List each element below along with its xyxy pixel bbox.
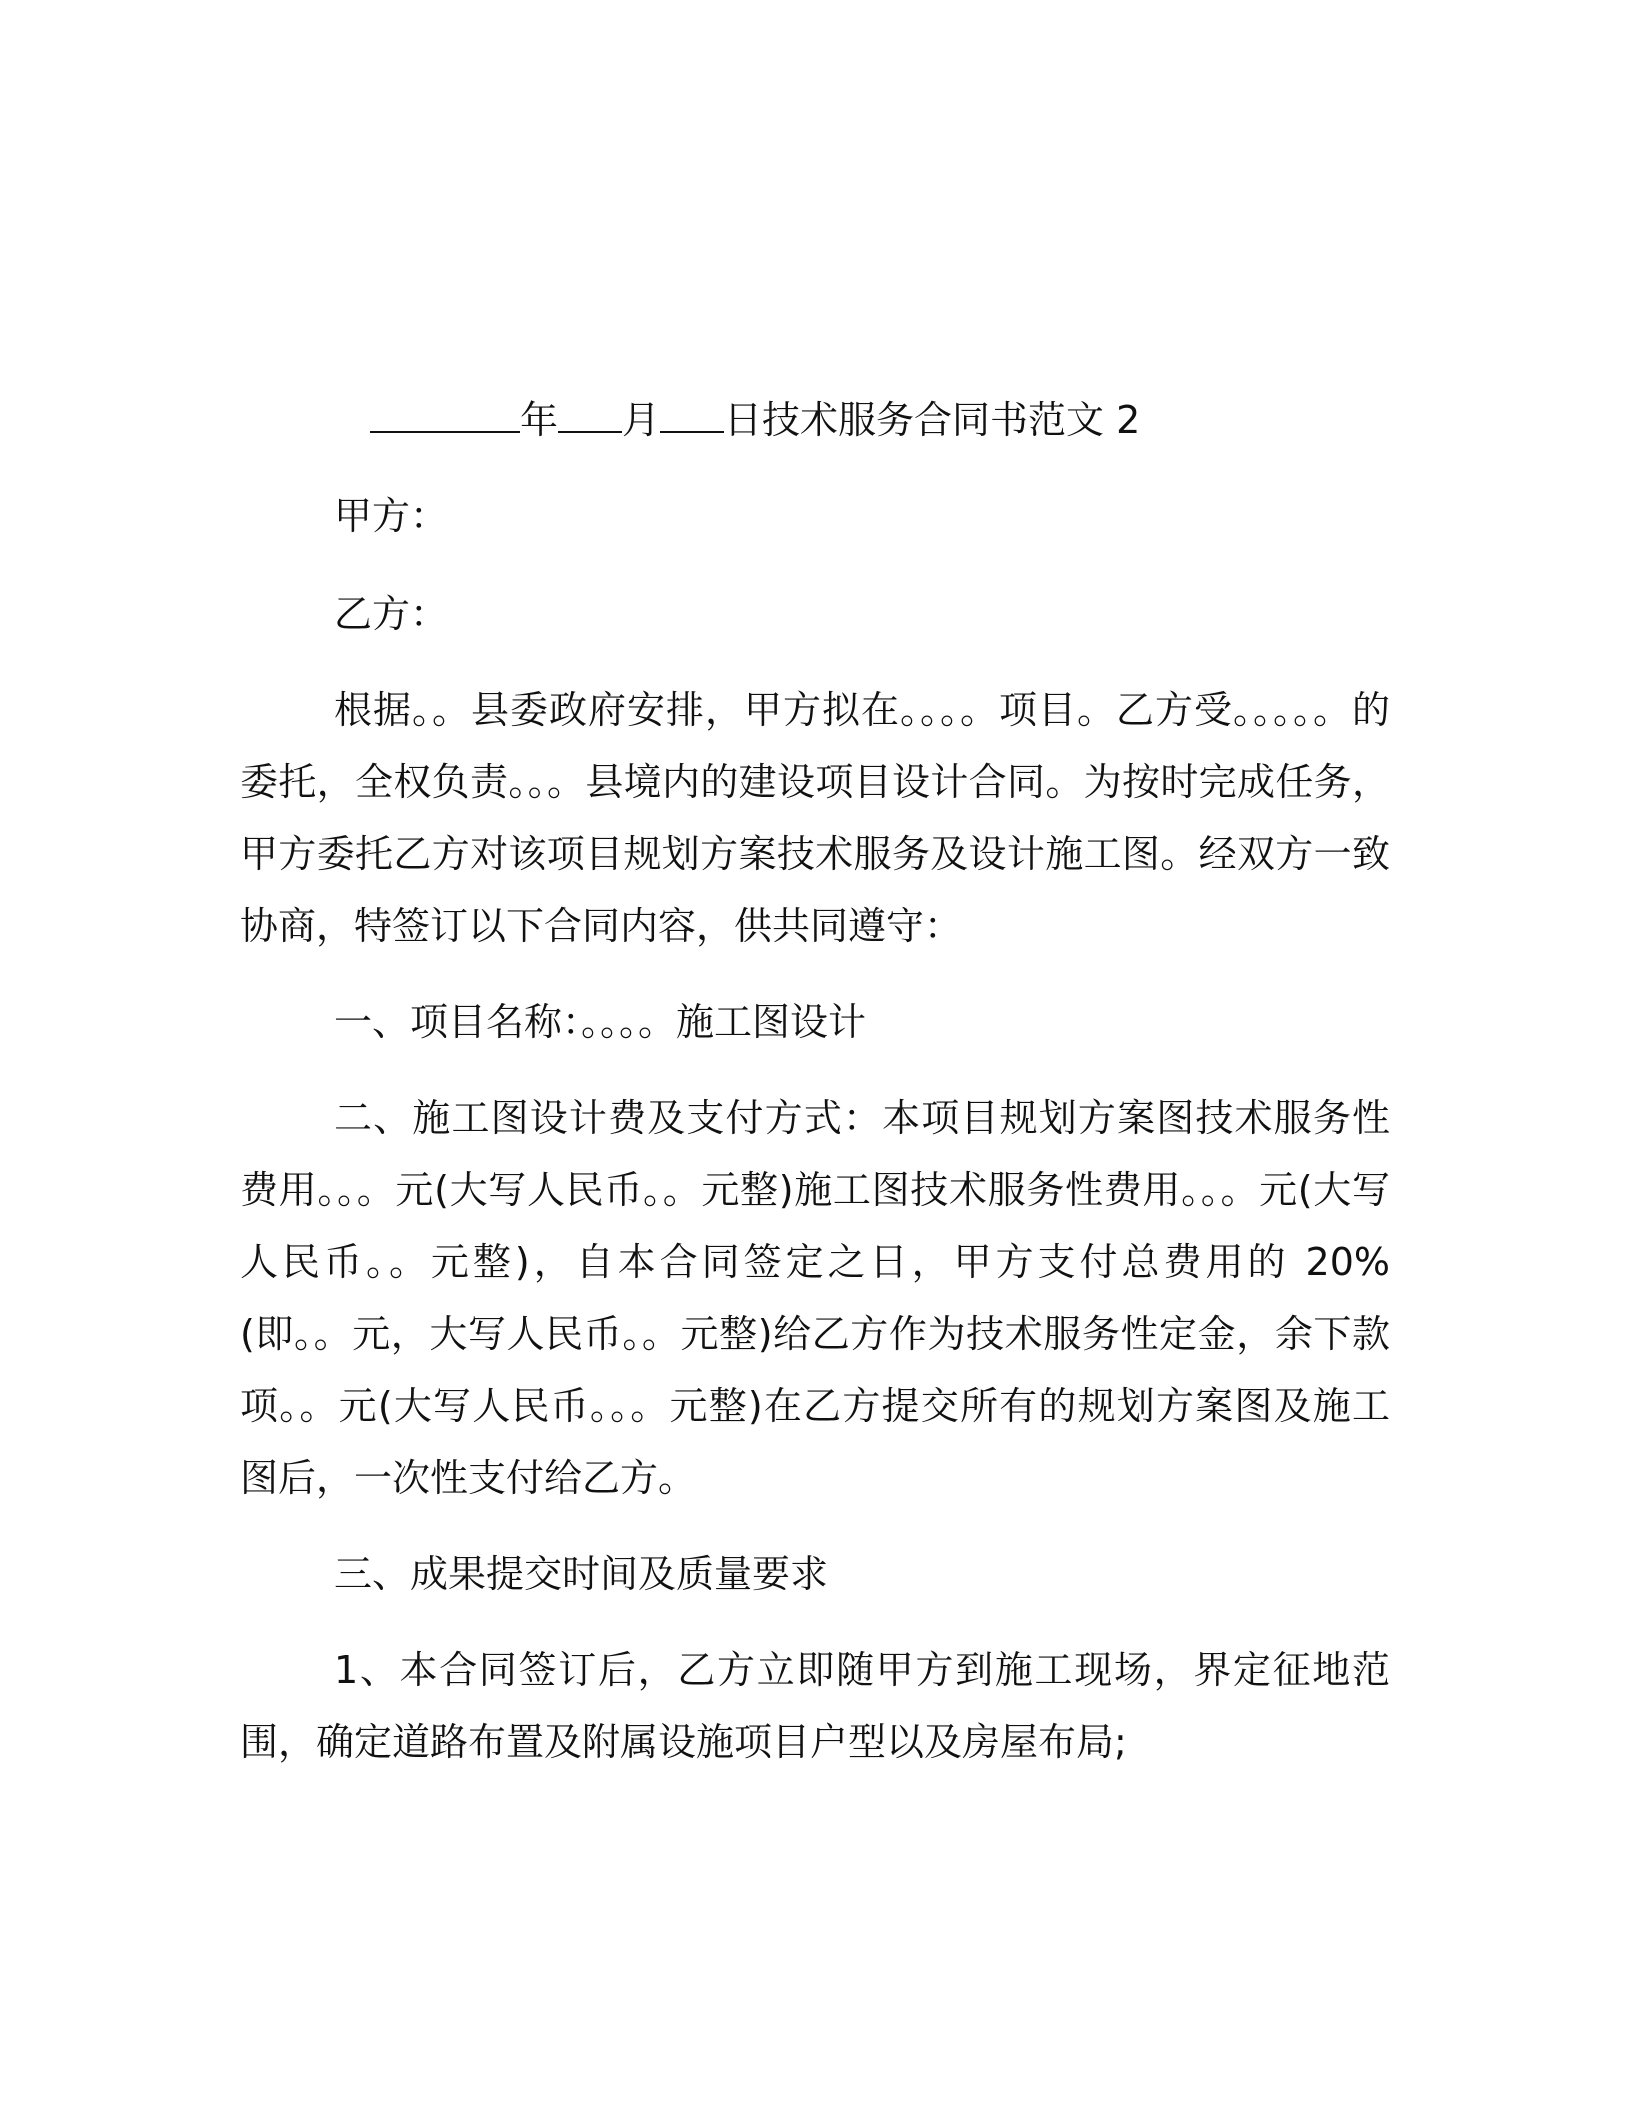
item-1-paragraph: 1、本合同签订后，乙方立即随甲方到施工现场，界定征地范围，确定道路布置及附属设施项目户型以及房屋布局; bbox=[240, 1648, 1390, 1764]
title-month-suffix: 月 bbox=[622, 398, 661, 442]
year-blank bbox=[370, 395, 520, 433]
title-day-suffix: 日技术服务合同书范文 2 bbox=[724, 398, 1141, 442]
day-blank bbox=[660, 395, 724, 433]
section-2-paragraph: 二、施工图设计费及支付方式：本项目规划方案图技术服务性费用。。。元(大写人民币。。元整)施工图技术服务性费用。。。元(大写人民币。。元整)，自本合同签定之日，甲方支付总费用的 20%(即。。元，大写人民币。。元整)给乙方作为技术服务性定金，余下款项。。元(大写人民币。。。元整)在乙方提交所有的规划方案图及施工图后，一次性支付给乙方。 bbox=[240, 1096, 1390, 1500]
document-title bbox=[370, 392, 1140, 448]
month-blank bbox=[558, 395, 622, 433]
section-3-heading: 三、成果提交时间及质量要求 bbox=[334, 1552, 829, 1596]
party-b-label: 乙方： bbox=[334, 592, 449, 636]
section-1-heading: 一、项目名称：。。。。施工图设计 bbox=[334, 1000, 867, 1044]
intro-paragraph: 根据。。县委政府安排，甲方拟在。。。。项目。乙方受。。。。。的委托，全权负责。。。县境内的建设项目设计合同。为按时完成任务，甲方委托乙方对该项目规划方案技术服务及设计施工图。经双方一致协商，特签订以下合同内容，供共同遵守： bbox=[240, 688, 1390, 948]
title-year-suffix: 年 bbox=[520, 398, 559, 442]
party-a-label: 甲方： bbox=[334, 494, 449, 538]
